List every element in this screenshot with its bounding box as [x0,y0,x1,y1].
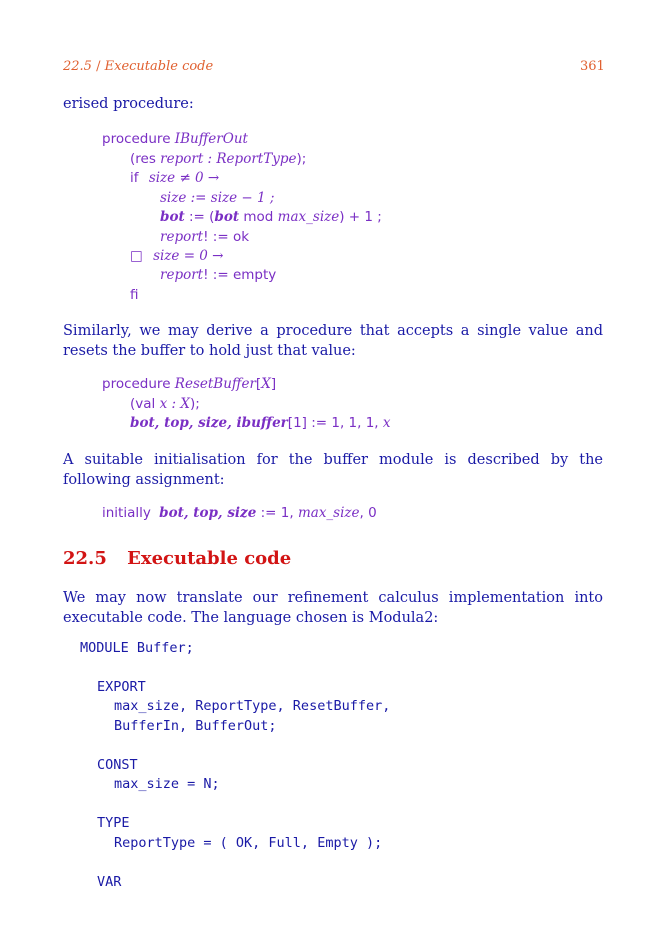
proc-name-2: ResetBuffer [174,376,256,392]
proc1-line-9 [130,287,139,303]
code-const-decl: max_size = N; [114,776,220,792]
init-line [102,505,377,521]
bracket-close: ] [270,376,277,392]
param-mode-2: (val [130,396,156,412]
expr-tail: ) + 1 ; [339,209,382,225]
assign-empty: ! := empty [203,267,277,283]
param-decl: report : ReportType [160,151,297,167]
var-report: report [160,229,204,245]
proc2-line-3 [130,415,391,431]
keyword-procedure-2: procedure [102,376,171,392]
guard-expr-2: size = 0 → [153,248,224,264]
proc2-line-2 [130,396,200,412]
proc1-line-7 [130,248,224,264]
guard-box: □ [130,248,143,264]
assign-op: := ( [188,209,215,225]
keyword-initially: initially [102,505,151,521]
running-header [63,59,213,74]
proc1-line-2 [130,151,306,167]
guard-expr: size ≠ 0 → [148,170,220,186]
header-section-number: 22.5 [63,59,92,74]
paragraph-1: erised procedure: [63,96,194,112]
code-const: CONST [97,757,138,773]
init-vars: bot, top, size [159,505,257,521]
keyword-fi: fi [130,287,139,303]
keyword-if: if [130,170,139,186]
proc2-line-1 [102,376,276,392]
header-separator: / [96,59,101,74]
var-bot-2: bot [214,209,240,225]
var-bot: bot [160,209,185,225]
param-mode: (res [130,151,156,167]
section-title: Executable code [127,548,292,569]
paragraph-2: Similarly, we may derive a procedure that accepts a single value and resets the buffer to hold just that value: [63,323,603,359]
op-mod: mod [243,209,274,225]
param-close: ); [296,151,307,167]
assign-ok: ! := ok [203,229,250,245]
init-zero: , 0 [359,505,377,521]
var-x: x [382,415,391,431]
code-module: MODULE Buffer; [80,640,194,656]
code-type: TYPE [97,815,130,831]
proc-name: IBufferOut [174,131,248,147]
code-var: VAR [97,874,122,890]
var-report-2: report [160,267,204,283]
code-export-list-1: max_size, ReportType, ResetBuffer, [114,698,391,714]
proc1-line-3 [130,170,219,186]
section-number: 22.5 [63,548,107,569]
init-max-size: max_size [297,505,360,521]
type-param: X [261,376,271,392]
section-heading [63,548,291,569]
code-type-decl: ReportType = ( OK, Full, Empty ); [114,835,383,851]
page-number: 361 [580,59,605,74]
var-max-size: max_size [277,209,340,225]
code-export: EXPORT [97,679,146,695]
paragraph-4: We may now translate our refinement calculus implementation into executable code. The language chosen is Modula2: [63,590,603,626]
var-list: bot, top, size, ibuffer [130,415,288,431]
keyword-procedure: procedure [102,131,171,147]
paragraph-3: A suitable initialisation for the buffer module is described by the following assignment: [63,452,603,488]
init-assign: := 1, [260,505,294,521]
code-export-list-2: BufferIn, BufferOut; [114,718,277,734]
bracket-open: [ [255,376,262,392]
header-title: Executable code [104,59,214,74]
stmt-size: size := size − 1 ; [160,190,275,206]
proc1-line-5 [160,209,382,225]
param-decl-2: x : X [159,396,190,412]
assign-values: [1] := 1, 1, 1, [287,415,379,431]
proc1-line-6 [160,229,249,245]
proc1-line-4 [160,190,274,206]
proc1-line-8 [160,267,276,283]
param-close-2: ); [189,396,200,412]
proc1-line-1 [102,131,248,147]
